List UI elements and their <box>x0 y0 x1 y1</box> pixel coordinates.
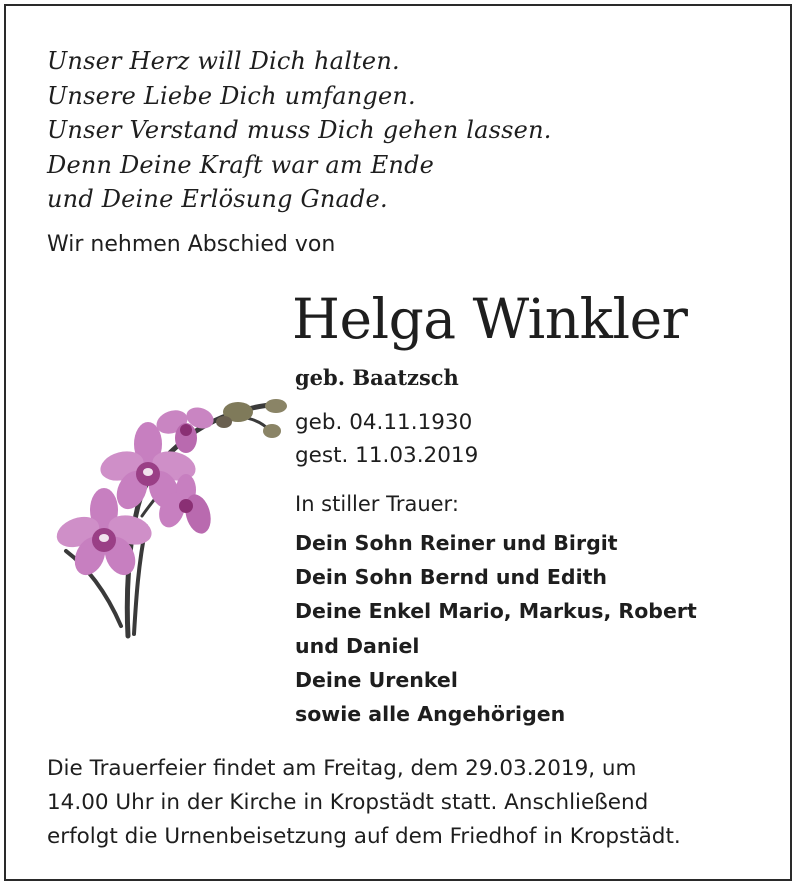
notice-line: Die Trauerfeier findet am Freitag, dem 29.03.2019, um <box>47 756 637 781</box>
mourner-line: Dein Sohn Bernd und Edith <box>295 565 607 590</box>
poem-line: Denn Deine Kraft war am Ende <box>47 150 435 179</box>
mourner-line: und Daniel <box>295 633 420 658</box>
mourner-line: sowie alle Angehörigen <box>295 702 566 727</box>
life-dates <box>295 406 478 472</box>
orchid-icon <box>46 376 296 641</box>
mourners-list <box>295 526 697 731</box>
funeral-notice <box>47 752 681 854</box>
obituary-frame <box>4 4 792 881</box>
notice-line: erfolgt die Urnenbeisetzung auf dem Friedhof in Kropstädt. <box>47 824 681 849</box>
deceased-name: Helga Winkler <box>292 287 688 351</box>
notice-line: 14.00 Uhr in der Kirche in Kropstädt statt. Anschließend <box>47 790 649 815</box>
poem <box>47 44 552 217</box>
poem-line: Unsere Liebe Dich umfangen. <box>47 81 416 110</box>
mourning-heading: In stiller Trauer: <box>295 492 459 516</box>
mourner-line: Deine Urenkel <box>295 667 458 692</box>
intro-text: Wir nehmen Abschied von <box>47 232 336 257</box>
poem-line: Unser Verstand muss Dich gehen lassen. <box>47 116 552 144</box>
poem-line: und Deine Erlösung Gnade. <box>47 185 388 213</box>
mourner-line: Dein Sohn Reiner und Birgit <box>295 531 618 555</box>
birth-date: geb. 04.11.1930 <box>295 410 473 435</box>
poem-line: Unser Herz will Dich halten. <box>47 47 400 75</box>
mourner-line: Deine Enkel Mario, Markus, Robert <box>295 599 697 624</box>
death-date: gest. 11.03.2019 <box>295 443 479 468</box>
maiden-name: geb. Baatzsch <box>295 365 459 390</box>
